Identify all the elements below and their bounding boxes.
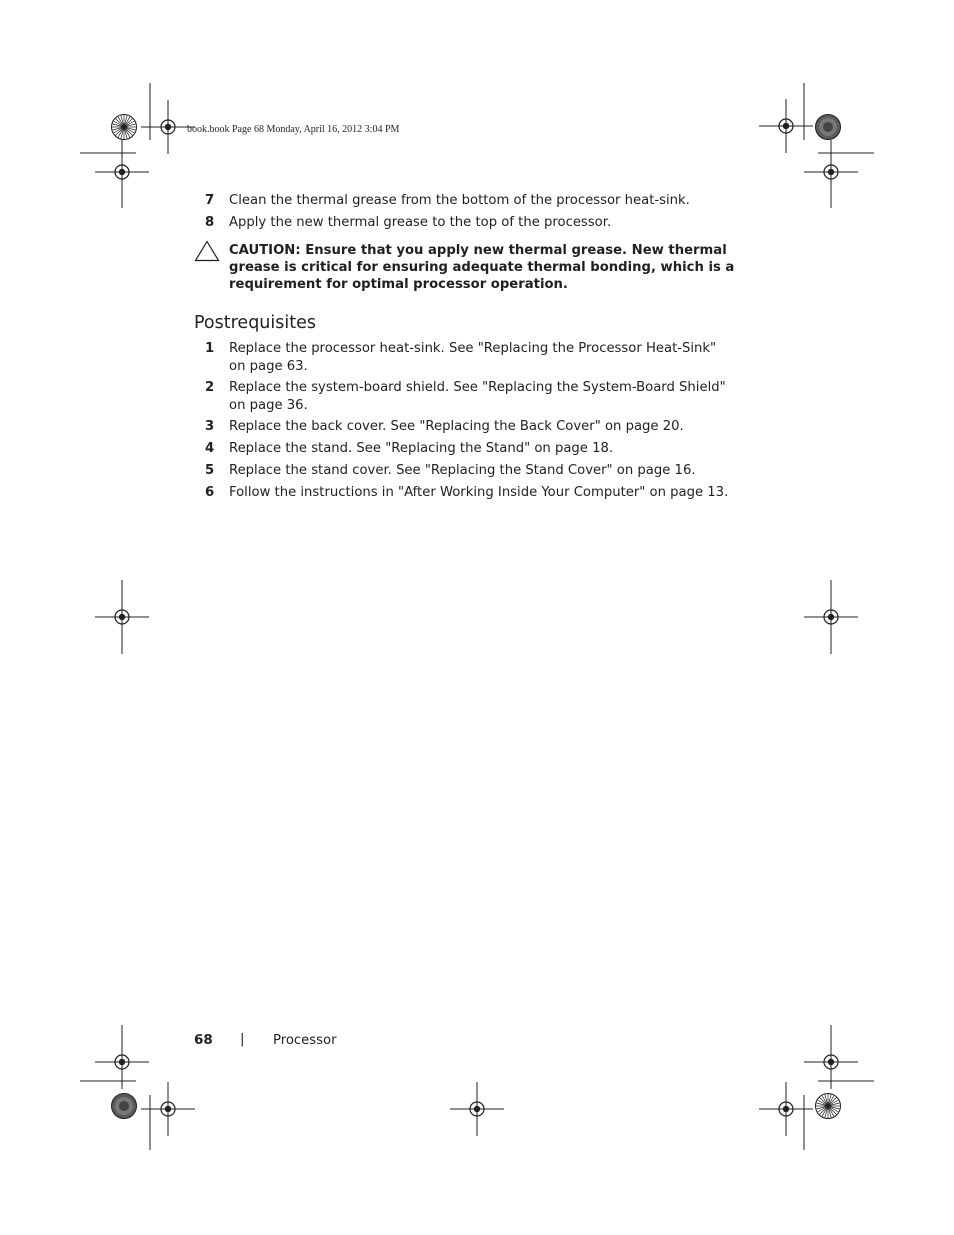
step-text: Replace the stand cover. See "Replacing the Stand Cover" on page 16. (229, 463, 696, 478)
step-number: 3 (205, 419, 215, 434)
footer-separator: | (240, 1031, 245, 1047)
step-number: 8 (205, 215, 215, 230)
step-text: Replace the back cover. See "Replacing the Back Cover" on page 20. (229, 419, 684, 434)
starburst-mark (112, 115, 137, 140)
step-text: Replace the stand. See "Replacing the Stand" on page 18. (229, 441, 614, 456)
step-text: Clean the thermal grease from the bottom of the processor heat-sink. (229, 193, 690, 208)
page-number: 68 (194, 1032, 213, 1048)
step-number: 5 (205, 463, 215, 478)
step-number: 1 (205, 341, 215, 356)
step-number: 4 (205, 441, 215, 456)
step-number: 6 (205, 485, 215, 500)
print-slug: book.book Page 68 Monday, April 16, 2012 3:04 PM (187, 124, 400, 135)
step-text: Apply the new thermal grease to the top of the processor. (229, 215, 612, 230)
caution-note: CAUTION: Ensure that you apply new thermal grease. New thermal grease is critical for ensuring adequate thermal bonding, which is a requirement for optimal processor operation. (229, 243, 735, 292)
step-text: Replace the system-board shield. See "Replacing the System-Board Shield" on page 36. (229, 380, 726, 413)
step-number: 2 (205, 380, 215, 395)
section-heading: Postrequisites (194, 313, 316, 333)
step-number: 7 (205, 193, 215, 208)
caution-icon (194, 240, 220, 262)
chapter-title: Processor (273, 1033, 337, 1048)
step-text: Replace the processor heat-sink. See "Replacing the Processor Heat-Sink" on page 63. (229, 341, 717, 374)
step-text: Follow the instructions in "After Working Inside Your Computer" on page 13. (229, 485, 729, 500)
